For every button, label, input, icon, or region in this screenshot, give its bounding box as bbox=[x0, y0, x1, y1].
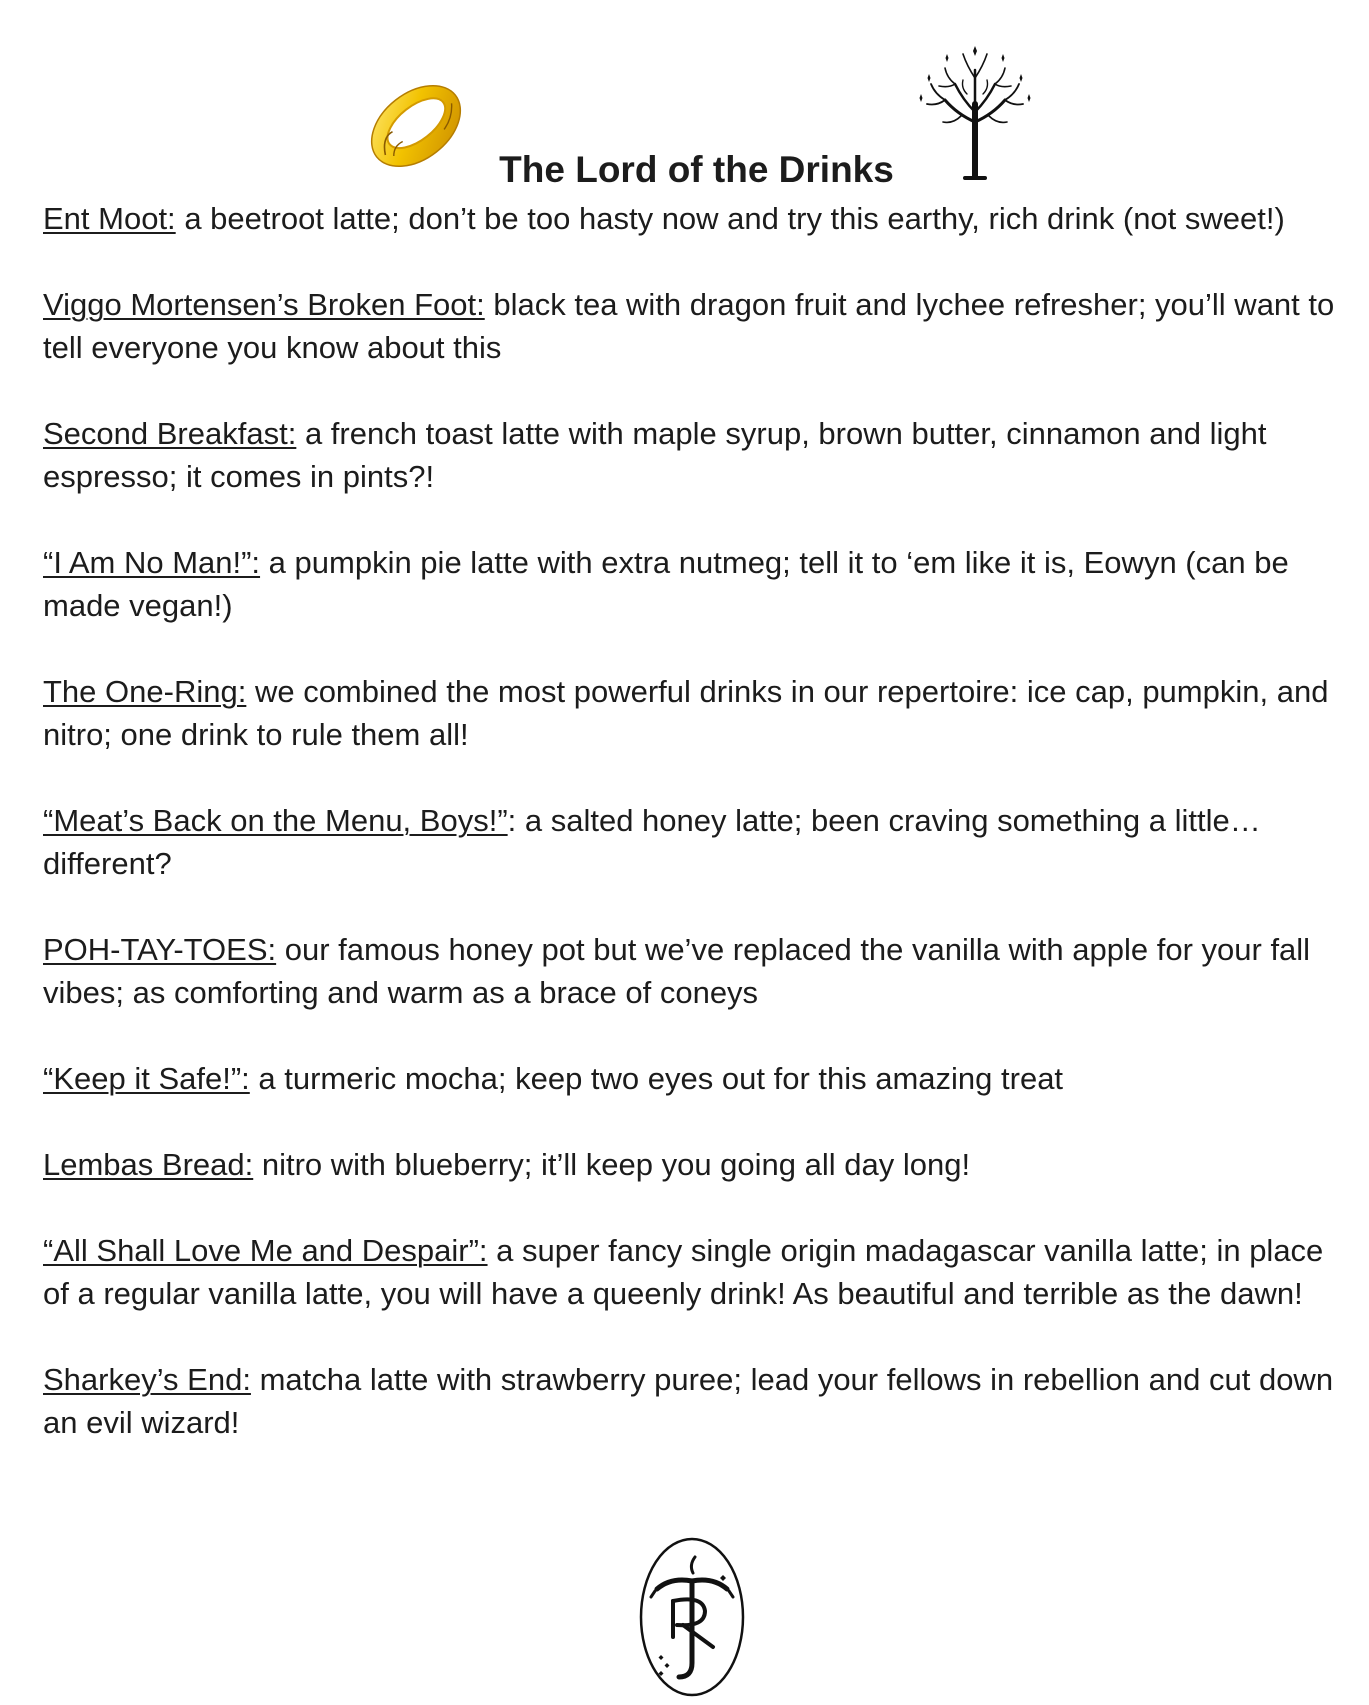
drink-entry-one-ring bbox=[43, 670, 1343, 756]
drink-name: The One-Ring: bbox=[43, 674, 247, 709]
drink-description: we combined the most powerful drinks in our repertoire: ice cap, pumpkin, and nitro; one drink to rule them all! bbox=[43, 674, 1329, 752]
drink-name: Viggo Mortensen’s Broken Foot: bbox=[43, 287, 485, 322]
drink-description: nitro with blueberry; it’ll keep you going all day long! bbox=[261, 1147, 971, 1182]
drink-description: a super fancy single origin madagascar vanilla latte; in place of a regular vanilla latte, you will have a queenly drink! As beautiful and terrible as the dawn! bbox=[43, 1233, 1324, 1311]
drink-description: a pumpkin pie latte with extra nutmeg; tell it to ‘em like it is, Eowyn (can be made vegan!) bbox=[43, 545, 1289, 623]
drink-description: a beetroot latte; don’t be too hasty now and try this earthy, rich drink (not sweet!) bbox=[184, 201, 1285, 236]
tolkien-monogram-icon bbox=[637, 1535, 747, 1699]
drink-entry-keep-it-safe bbox=[43, 1057, 1343, 1100]
drink-name: Ent Moot: bbox=[43, 201, 176, 236]
drink-entry-meats-back bbox=[43, 799, 1343, 885]
drink-entry-broken-foot bbox=[43, 283, 1343, 369]
drink-description: black tea with dragon fruit and lychee refresher; you’ll want to tell everyone you know about this bbox=[43, 287, 1335, 365]
drink-entry-ent-moot bbox=[43, 197, 1343, 240]
drink-description: : a salted honey latte; been craving something a little…different? bbox=[43, 803, 1261, 881]
drink-entry-lembas-bread bbox=[43, 1143, 1343, 1186]
drink-name: Second Breakfast: bbox=[43, 416, 297, 451]
drink-menu-list bbox=[43, 197, 1343, 1487]
page-title: The Lord of the Drinks bbox=[499, 149, 894, 190]
drink-entry-second-breakfast bbox=[43, 412, 1343, 498]
drink-entry-all-shall-love-me bbox=[43, 1229, 1343, 1315]
drink-description: matcha latte with strawberry puree; lead your fellows in rebellion and cut down an evil wizard! bbox=[43, 1362, 1334, 1440]
drink-name: POH-TAY-TOES: bbox=[43, 932, 277, 967]
drink-name: “Keep it Safe!”: bbox=[43, 1061, 250, 1096]
drink-entry-sharkeys-end bbox=[43, 1358, 1343, 1444]
drink-name: “Meat’s Back on the Menu, Boys!” bbox=[43, 803, 508, 838]
drink-entry-i-am-no-man bbox=[43, 541, 1343, 627]
drink-description: our famous honey pot but we’ve replaced the vanilla with apple for your fall vibes; as comforting and warm as a brace of coneys bbox=[43, 932, 1311, 1010]
drink-name: “All Shall Love Me and Despair”: bbox=[43, 1233, 488, 1268]
drink-description: a french toast latte with maple syrup, brown butter, cinnamon and light espresso; it comes in pints?! bbox=[43, 416, 1267, 494]
drink-name: “I Am No Man!”: bbox=[43, 545, 261, 580]
drink-entry-poh-tay-toes bbox=[43, 928, 1343, 1014]
drink-description: a turmeric mocha; keep two eyes out for this amazing treat bbox=[258, 1061, 1064, 1096]
drink-name: Lembas Bread: bbox=[43, 1147, 254, 1182]
drink-name: Sharkey’s End: bbox=[43, 1362, 251, 1397]
